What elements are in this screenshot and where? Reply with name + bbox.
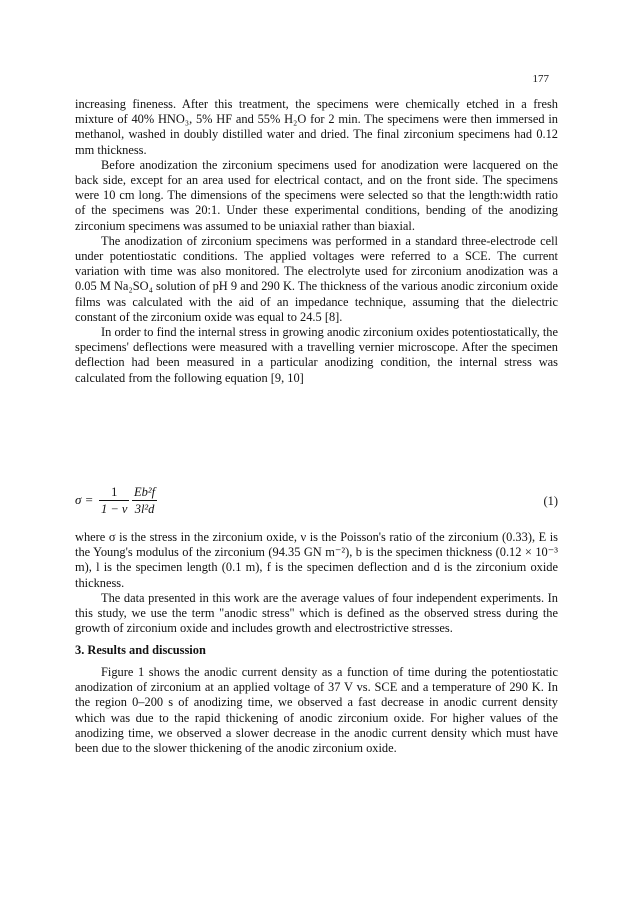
equation-number: (1) — [543, 494, 558, 508]
body-text-top — [75, 97, 558, 386]
equation-fraction-poisson-numerator: 1 — [111, 485, 118, 499]
body-text-bottom — [75, 665, 558, 756]
page-number: 177 — [532, 73, 549, 85]
body-text-middle — [75, 530, 558, 636]
paragraph-anodic-stress-definition: The data presented in this work are the average values of four independent experiments. In this study, we use the term "anodic stress" which is defined as the observed stress during the growth of zirconium oxide and includes growth and electrostrictive stresses. — [75, 590, 558, 636]
equation-fraction-poisson — [99, 484, 129, 517]
section-heading: 3. Results and discussion — [75, 643, 206, 657]
paragraph-equation-variables: where σ is the stress in the zirconium oxide, ν is the Poisson's ratio of the zirconium (0.33), E is the Young's modulus of the zirconium (94.35 GN m⁻²), b is the specimen thickness (0.12 × 10⁻³ m), l is the specimen length (0.1 m), f is the specimen deflection and d is the zirconium oxide thickness. — [75, 530, 558, 590]
stress-equation — [75, 478, 558, 528]
paragraph-results-figure-1: Figure 1 shows the anodic current density as a function of time during the potentiostatic anodization of zirconium at an applied voltage of 37 V vs. SCE and a temperature of 290 K. In the region 0–200 s of anodizing time, we observed a fast decrease in anodic current density which was due to the rapid thickening of anodic zirconium oxide. For higher values of the anodizing time, we observed a slower decrease in the anodic current density which must have been due to the slower thickening of the anodic zirconium oxide. — [75, 665, 558, 756]
equation-lhs: σ = — [75, 492, 94, 507]
paragraph-continuation: increasing fineness. After this treatment, the specimens were chemically etched in a fresh mixture of 40% HNO₃, 5% HF and 55% H₂O for 2 min. The specimens were then immersed in methanol, washed in doubly distilled water and dried. The final zirconium specimens had 0.12 mm thickness. — [75, 97, 558, 157]
equation-fraction-deflection-numerator: Eb²f — [134, 485, 156, 499]
paragraph-anodization-prep: Before anodization the zirconium specimens used for anodization were lacquered on the back side, except for an area used for electrical contact, and on the front side. The specimens were 10 cm long. The dimensions of the specimens were selected so that the length:width ratio of the specimens was 20:1. Under these experimental conditions, bending of the anodizing zirconium specimens was assumed to be uniaxial rather than biaxial. — [75, 157, 558, 233]
equation-fraction-deflection — [132, 484, 157, 517]
equation-fraction-deflection-denominator: 3l²d — [132, 500, 157, 517]
paragraph-anodization-method: The anodization of zirconium specimens was performed in a standard three-electrode cell under potentiostatic conditions. The applied voltages were referred to a SCE. The current variation with time was also monitored. The electrolyte used for zirconium anodization was a 0.05 M Na₂SO₄ solution of pH 9 and 290 K. The thickness of the various anodic zirconium oxide films was calculated with the aid of an impedance technique, assuming that the dielectric constant of the zirconium oxide was equal to 24.5 [8]. — [75, 233, 558, 324]
equation-fraction-poisson-denominator: 1 − ν — [101, 502, 128, 516]
paragraph-stress-measurement: In order to find the internal stress in growing anodic zirconium oxides potentiostatically, the specimens' deflections were measured with a travelling vernier microscope. After the specimen deflection had been measured in a particular anodizing condition, the internal stress was calculated from the following equation [9, 10] — [75, 325, 558, 385]
